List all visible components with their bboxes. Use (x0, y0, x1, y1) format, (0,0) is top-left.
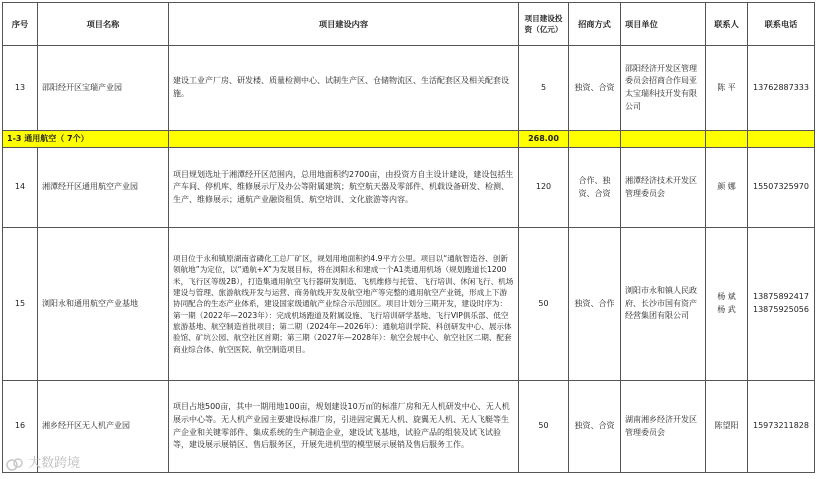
header-invest: 项目建设投资（亿元） (519, 3, 569, 46)
row-content: 项目规划选址于湘潭经开区范围内，总用地面积约2700亩，由投资方自主设计建设，建设包括生产车间、停机库、维修展示厅及办公等附属建筑；航空航天器及零部件、机载设备研发、检测、生产、维修展示；通航产业融资租赁、航空培训、文化旅游等内容。 (169, 148, 519, 228)
header-content: 项目建设内容 (169, 3, 519, 46)
row-content: 建设工业产厂房、研发楼、质量检测中心、试制生产区、仓储物流区、生活配套区及相关配套设施。 (169, 46, 519, 131)
table-row (3, 381, 815, 473)
row-seq: 13 (3, 46, 38, 131)
section-invest: 268.00 (519, 131, 569, 148)
row-content: 项目占地500亩，其中一期用地100亩，规划建设10万㎡的标准厂房和无人机研发中心、无人机展示中心等。无人机产业园主要建设标准厂房，引进固定翼无人机、旋翼无人机、无人飞艇等生产企业和关键零部件、集成系统的生产制造企业，建设试飞基地，试验产品的组装及试飞试验等，建设展示展销区、售后服务区，开展先进机型的模型展示展销及售后服务工作。 (169, 381, 519, 473)
row-name: 湘乡经开区无人机产业园 (38, 381, 169, 473)
header-seq: 序号 (3, 3, 38, 46)
row-invest: 120 (519, 148, 569, 228)
row-phone: 15507325970 (748, 148, 815, 228)
header-phone: 联系电话 (748, 3, 815, 46)
row-mode: 独资、合资 (569, 381, 621, 473)
row-phone: 15973211828 (748, 381, 815, 473)
row-phone: 13762887333 (748, 46, 815, 131)
row-phone: 13875892417 13875925056 (748, 228, 815, 381)
row-contact: 陈望阳 (706, 381, 748, 473)
section-row (3, 131, 815, 148)
row-seq: 15 (3, 228, 38, 381)
row-name: 浏阳永和通用航空产业基地 (38, 228, 169, 381)
row-invest: 5 (519, 46, 569, 131)
row-mode: 独资、合作 (569, 228, 621, 381)
header-unit: 项目单位 (621, 3, 706, 46)
row-contact: 陈 平 (706, 46, 748, 131)
row-unit: 浏阳市永和镇人民政府、长沙市国有资产经营集团有限公司 (621, 228, 706, 381)
row-unit: 湘潭经济技术开发区管理委员会 (621, 148, 706, 228)
row-contact: 颜 娜 (706, 148, 748, 228)
row-mode: 独资、合资 (569, 46, 621, 131)
table-row (3, 46, 815, 131)
project-table (2, 2, 815, 473)
table-row (3, 228, 815, 381)
row-content: 项目位于永和镇原湖南省磷化工总厂矿区，规划用地面积约4.9平方公里。项目以“通航智造谷、创新领航地”为定位，以“通航+X”为发展目标，将在浏阳永和建成一个A1类通用机场（规划跑道长1200米，飞行区等级2B），打造集通用航空飞行器研发制造、飞机维修与托管、飞行培训、休闲飞行、机场建设与管理、旅游航线开发与运营、商务航线开发及航空地产等完整的通用航空产业链，形成上下游协同配合的生态产业体系，建设国家级通航产业综合示范园区。项目计划分三期开发，建设时序为：第一期（2022年—2023年）：完成机场跑道及附属设施、飞行培训研学基地、飞行VIP俱乐部、低空旅游基地、航空制造首批项目；第二期（2024年—2026年）：通航培训学院、科创研发中心、展示体验馆、矿坑公园、航空社区首期；第三期（2027年—2028年）：航空会展中心、航空社区二期、配套商业综合体、航空医院、航空制造项目。 (169, 228, 519, 381)
row-seq: 14 (3, 148, 38, 228)
watermark-text: 大数跨境 (28, 456, 81, 471)
table-row (3, 148, 815, 228)
row-seq: 16 (3, 381, 38, 473)
row-unit: 邵阳经济开发区管理委员会招商合作局亚太宝瑞科技开发有限公司 (621, 46, 706, 131)
row-name: 湘潭经开区通用航空产业园 (38, 148, 169, 228)
header-mode: 招商方式 (569, 3, 621, 46)
row-unit: 湖南湘乡经济开发区管理委员会 (621, 381, 706, 473)
row-name: 邵阳经开区宝瑞产业园 (38, 46, 169, 131)
row-invest: 50 (519, 381, 569, 473)
header-name: 项目名称 (38, 3, 169, 46)
row-mode: 合作、独资、合资 (569, 148, 621, 228)
watermark (6, 452, 80, 471)
header-row (3, 3, 815, 46)
row-invest: 50 (519, 228, 569, 381)
watermark-logo-icon (6, 457, 24, 471)
section-label: 1-3 通用航空（ 7个） (3, 131, 169, 148)
header-contact: 联系人 (706, 3, 748, 46)
row-contact: 杨 斌 杨 武 (706, 228, 748, 381)
